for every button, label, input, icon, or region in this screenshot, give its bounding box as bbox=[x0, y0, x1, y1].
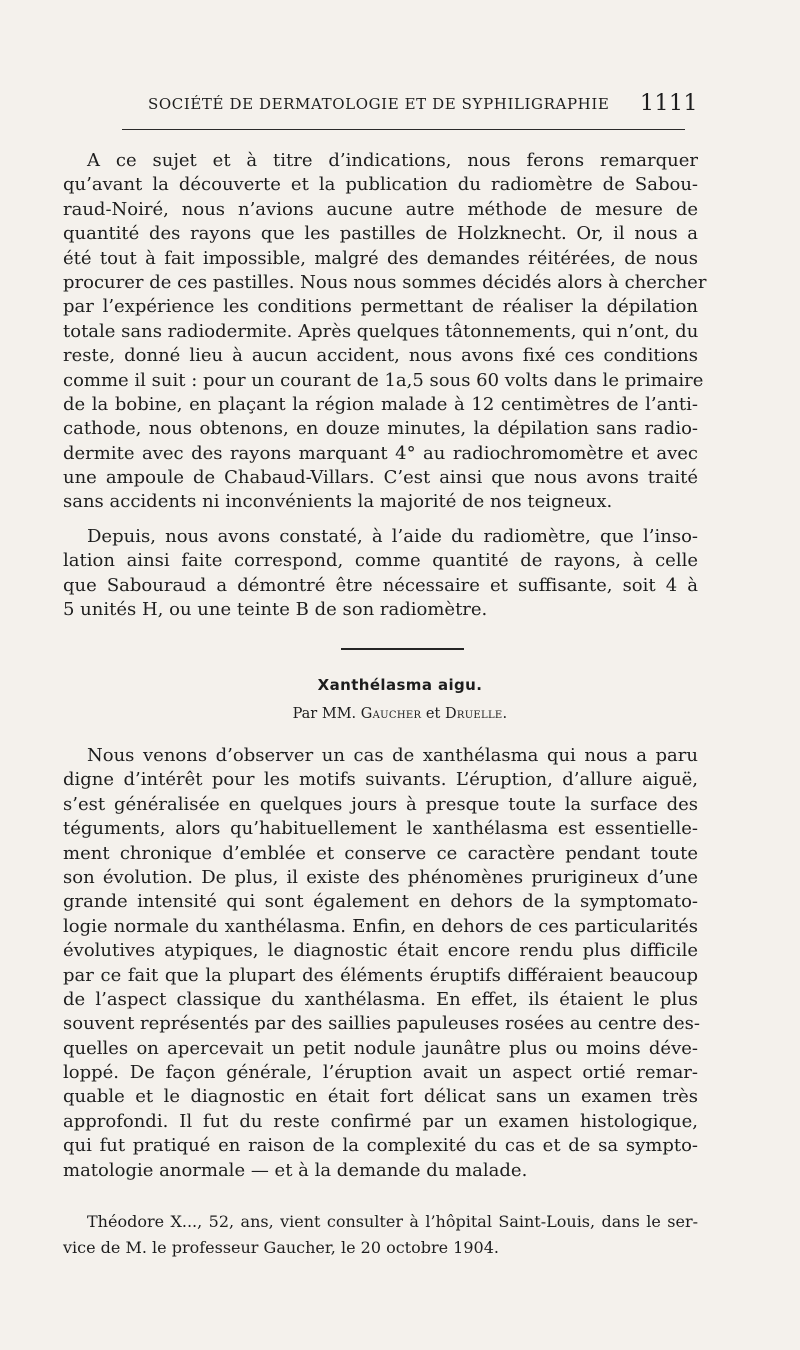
text-line: évolutives atypiques, le diagnostic était encore rendu plus difficile bbox=[63, 940, 698, 962]
text-line: son évolution. De plus, il existe des phénomènes prurigineux d’une bbox=[63, 866, 698, 888]
text-line: quelles on apercevait un petit nodule jaunâtre plus ou moins déve- bbox=[63, 1037, 698, 1059]
text-line: loppé. De façon générale, l’éruption avait un aspect ortié remar- bbox=[63, 1062, 698, 1084]
text-line: Depuis, nous avons constaté, à l’aide du radiomètre, que l’inso- bbox=[87, 526, 698, 547]
byline-prefix: Par MM. bbox=[292, 706, 357, 722]
text-line: par ce fait que la plupart des éléments éruptifs différaient beaucoup bbox=[63, 964, 698, 986]
text-line: de l’aspect classique du xanthélasma. En effet, ils étaient le plus bbox=[63, 988, 698, 1010]
paragraph-xanthelasma-case bbox=[63, 744, 698, 1183]
text-line: lation ainsi faite correspond, comme quantité de rayons, à celle bbox=[63, 550, 698, 572]
text-line: sans accidents ni inconvénients la majorité de nos teigneux. bbox=[63, 491, 613, 513]
text-line: digne d’intérêt pour les motifs suivants. L’éruption, d’allure aiguë, bbox=[63, 769, 698, 791]
text-line: procurer de ces pastilles. Nous nous sommes décidés alors à chercher bbox=[63, 271, 707, 293]
text-line: de la bobine, en plaçant la région malade à 12 centimètres de l’anti- bbox=[63, 393, 698, 415]
text-line: reste, donné lieu à aucun accident, nous avons fixé ces conditions bbox=[63, 345, 698, 367]
paragraph-radiometer-intro bbox=[63, 149, 707, 515]
page-number: 1111 bbox=[640, 91, 698, 116]
text-line: totale sans radiodermite. Après quelques tâtonnements, qui n’ont, du bbox=[63, 320, 699, 342]
header-rule bbox=[122, 129, 685, 130]
paragraph-patient-observation bbox=[63, 1209, 698, 1261]
text-line: approfondi. Il fut du reste confirmé par un examen histologique, bbox=[63, 1110, 698, 1132]
text-line: grande intensité qui sont également en dehors de la symptomato- bbox=[63, 891, 698, 913]
text-line: une ampoule de Chabaud-Villars. C’est ainsi que nous avons traité bbox=[63, 467, 698, 489]
text-line: 5 unités H, ou une teinte B de son radiomètre. bbox=[63, 599, 488, 621]
text-line: s’est généralisée en quelques jours à presque toute la surface des bbox=[63, 793, 698, 815]
text-line: été tout à fait impossible, malgré des demandes réitérées, de nous bbox=[63, 247, 698, 269]
byline bbox=[0, 706, 800, 722]
section-title: Xanthélasma aigu. bbox=[317, 676, 483, 694]
text-line: téguments, alors qu’habituellement le xanthélasma est essentielle- bbox=[63, 818, 698, 840]
text-line: quable et le diagnostic en était fort délicat sans un examen très bbox=[63, 1086, 698, 1108]
text-line: quantité des rayons que les pastilles de Holzknecht. Or, il nous a bbox=[63, 223, 698, 245]
text-line: comme il suit : pour un courant de 1a,5 sous 60 volts dans le primaire bbox=[63, 369, 704, 391]
text-line: qui fut pratiqué en raison de la complexité du cas et de sa sympto- bbox=[63, 1135, 698, 1157]
text-line: matologie anormale — et à la demande du malade. bbox=[63, 1159, 528, 1181]
paragraph-radiometer-insolation bbox=[63, 525, 698, 623]
text-line: Nous venons d’observer un cas de xanthélasma qui nous a paru bbox=[87, 745, 698, 766]
text-line: ment chronique d’emblée et conserve ce caractère pendant toute bbox=[63, 842, 698, 864]
text-line: par l’expérience les conditions permettant de réaliser la dépilation bbox=[63, 296, 698, 318]
text-line: souvent représentés par des saillies papuleuses rosées au centre des- bbox=[63, 1013, 700, 1035]
text-line: dermite avec des rayons marquant 4° au radiochromomètre et avec bbox=[63, 442, 698, 464]
text-line: qu’avant la découverte et la publication du radiomètre de Sabou- bbox=[63, 174, 698, 196]
text-line: cathode, nous obtenons, en douze minutes, la dépilation sans radio- bbox=[63, 418, 698, 440]
text-line: que Sabouraud a démontré être nécessaire et suffisante, soit 4 à bbox=[63, 574, 698, 596]
running-head bbox=[148, 93, 698, 117]
text-line: logie normale du xanthélasma. Enfin, en dehors de ces particularités bbox=[63, 915, 698, 937]
author-name: Druelle. bbox=[444, 706, 508, 722]
section-separator-rule bbox=[341, 648, 464, 650]
author-name: Gaucher bbox=[360, 706, 422, 722]
byline-joiner: et bbox=[425, 706, 441, 722]
text-line: raud-Noiré, nous n’avions aucune autre méthode de mesure de bbox=[63, 198, 698, 220]
text-line: A ce sujet et à titre d’indications, nous ferons remarquer bbox=[87, 150, 698, 171]
running-title: SOCIÉTÉ DE DERMATOLOGIE ET DE SYPHILIGRAPHIE bbox=[148, 95, 610, 113]
text-line: vice de M. le professeur Gaucher, le 20 octobre 1904. bbox=[63, 1238, 499, 1257]
text-line: Théodore X..., 52, ans, vient consulter à l’hôpital Saint-Louis, dans le ser- bbox=[87, 1212, 698, 1231]
